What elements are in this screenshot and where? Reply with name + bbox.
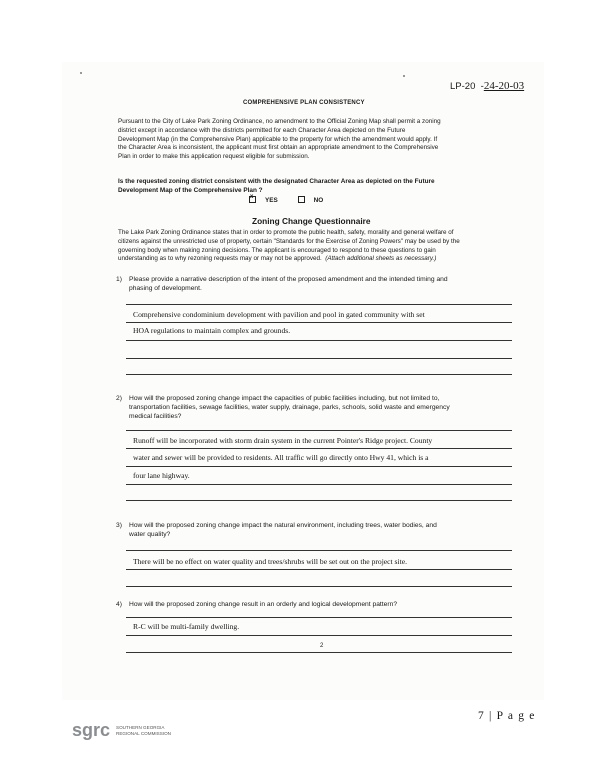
consistency-question xyxy=(118,178,490,196)
questionnaire-intro-line: understanding as to why rezoning requests may or may not be approved. xyxy=(118,255,322,263)
form-code xyxy=(450,80,524,92)
answer-line xyxy=(126,374,512,375)
intro-line: Development Map (in the Comprehensive Plan) applicable to the property for which the amendment would apply. If xyxy=(118,135,438,143)
question-number: 4) xyxy=(116,601,122,608)
question-text: phasing of development. xyxy=(129,285,202,293)
answer-2-line-2[interactable]: water and sewer will be provided to residents. All traffic will go directly onto Hwy 41, which is a xyxy=(133,453,429,462)
yes-option[interactable] xyxy=(249,197,287,204)
intro-line: district except in accordance with the districts permitted for each Character Area depicted on the Future xyxy=(118,126,406,134)
question-number: 1) xyxy=(116,276,122,283)
questionnaire-intro-line: The Lake Park Zoning Ordinance states that in order to promote the public health, safety, morality and general welfare of xyxy=(118,229,454,236)
answer-line xyxy=(126,635,512,636)
answer-line xyxy=(126,550,512,551)
consistency-line: Is the requested zoning district consistent with the designated Character Area as depicted on the Future xyxy=(118,178,435,185)
attach-note: (Attach additional sheets as necessary.) xyxy=(325,255,437,263)
question-text: How will the proposed zoning change result in an orderly and logical development pattern? xyxy=(129,601,398,608)
scan-speck xyxy=(80,72,82,74)
answer-line xyxy=(126,430,512,431)
answer-1-line-2[interactable]: HOA regulations to maintain complex and grounds. xyxy=(133,326,291,335)
questionnaire-title: Zoning Change Questionnaire xyxy=(252,216,371,226)
footer-page-number: 7 | P a g e xyxy=(478,710,536,722)
question-number: 2) xyxy=(116,395,122,402)
logo-org-line-2: REGIONAL COMMISSION xyxy=(116,731,171,736)
answer-line xyxy=(126,322,512,323)
answer-2-line-1[interactable]: Runoff will be incorporated with storm drain system in the current Pointer's Ridge project. County xyxy=(133,436,433,445)
logo-org-line-1: SOUTHERN GEORGIA xyxy=(116,725,165,730)
answer-line xyxy=(126,484,512,485)
form-code-prefix: LP-20 xyxy=(450,81,476,92)
intro-paragraph xyxy=(118,118,490,162)
question-1 xyxy=(116,275,516,293)
answer-line xyxy=(126,586,512,587)
intro-line: Plan in order to make this application request eligible for submission. xyxy=(118,153,310,161)
question-text: transportation facilities, sewage facilities, water supply, drainage, parks, schools, solid waste and emergency xyxy=(129,404,450,412)
questionnaire-intro xyxy=(118,229,490,264)
answer-line xyxy=(126,448,512,449)
consistency-line: Development Map of the Comprehensive Plan ? xyxy=(118,186,263,194)
form-code-separator: - xyxy=(480,81,484,92)
sgrc-logo xyxy=(72,720,192,740)
yes-no-options xyxy=(249,196,341,204)
answer-line xyxy=(126,340,512,341)
logo-letters: sgrc xyxy=(72,720,111,740)
intro-line: Pursuant to the City of Lake Park Zoning Ordinance, no amendment to the Official Zoning Map shall permit a zoning xyxy=(118,118,441,125)
no-label: NO xyxy=(313,197,324,204)
question-4 xyxy=(116,600,516,609)
yes-label: YES xyxy=(265,197,278,204)
questionnaire-intro-line: governing body when making zoning decisions. The applicant is encouraged to respond to these questions to gain xyxy=(118,246,436,254)
answer-line xyxy=(126,652,512,653)
answer-line xyxy=(126,358,512,359)
no-checkbox[interactable] xyxy=(298,196,305,203)
question-3 xyxy=(116,521,516,539)
answer-line xyxy=(126,569,512,570)
answer-1-line-1[interactable]: Comprehensive condominium development with pavilion and pool in gated community with set xyxy=(133,310,425,319)
section-title: COMPREHENSIVE PLAN CONSISTENCY xyxy=(243,100,365,106)
yes-checkbox[interactable] xyxy=(249,196,256,203)
answer-line xyxy=(126,617,512,618)
inner-page-number: 2 xyxy=(320,643,324,649)
answer-line xyxy=(126,466,512,467)
question-text: How will the proposed zoning change impact the natural environment, including trees, water bodies, and xyxy=(129,522,437,529)
form-number: 24-20-03 xyxy=(483,80,525,92)
answer-line xyxy=(126,500,512,501)
scan-speck xyxy=(403,75,405,77)
intro-line: the Character Area is inconsistent, the applicant must first obtain an appropriate amendment to the Comprehensive xyxy=(118,144,439,152)
answer-line xyxy=(126,304,512,305)
question-2 xyxy=(116,394,516,422)
question-text: Please provide a narrative description of the intent of the proposed amendment and the intended timing and xyxy=(129,276,448,283)
answer-3-line-1[interactable]: There will be no effect on water quality and trees/shrubs will be set out on the project site. xyxy=(133,557,407,566)
question-number: 3) xyxy=(116,522,122,529)
sgrc-logo-graphic xyxy=(72,720,192,740)
question-text: medical facilities? xyxy=(129,413,182,421)
answer-4-line-1[interactable]: R-C will be multi-family dwelling. xyxy=(133,622,240,631)
question-text: How will the proposed zoning change impact the capacities of public facilities including, but not limited to, xyxy=(129,395,440,402)
questionnaire-intro-line: citizens against the unrestricted use of property, certain "Standards for the Exercise of Zoning Powers" may be used by the xyxy=(118,237,460,245)
answer-2-line-3[interactable]: four lane highway. xyxy=(133,471,190,480)
no-option[interactable] xyxy=(298,197,333,204)
question-text: water quality? xyxy=(129,531,171,539)
